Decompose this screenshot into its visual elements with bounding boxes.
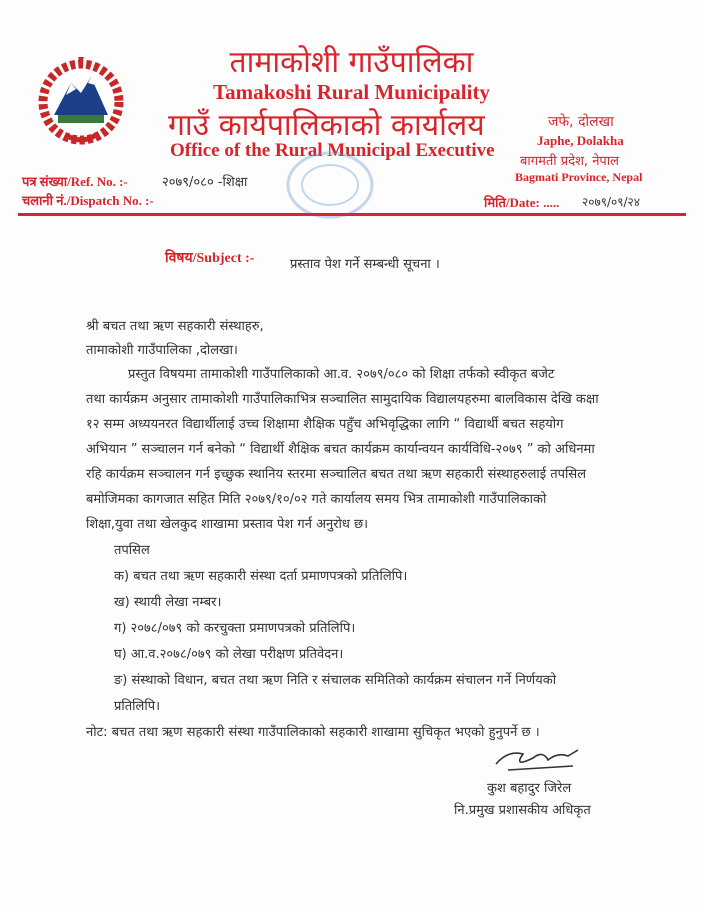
note-text: नोट: बचत तथा ऋण सहकारी संस्था गाउँपालिकाको सहकारी शाखामा सुचिकृत भएको हुनुपर्ने छ । <box>86 725 540 740</box>
municipality-name-np: तामाकोशी गाउँपालिका <box>229 45 474 80</box>
body-line: अभियान ” सञ्चालन गर्न बनेको “ विद्यार्थी शैक्षिक बचत कार्यक्रम कार्यान्वयन कार्यविधि-२०७९ ” को अधिनमा <box>86 442 595 457</box>
list-title: तपसिल <box>114 543 150 558</box>
body-line: बमोजिमका कागजात सहित मिति २०७९/१०/०२ गते कार्यालय समय भित्र तामाकोशी गाउँपालिकाको <box>86 492 547 507</box>
province-np: बागमती प्रदेश, नेपाल <box>520 154 619 169</box>
municipality-name-en: Tamakoshi Rural Municipality <box>213 80 490 104</box>
dispatch-no-label: चलानी नं./Dispatch No. :- <box>22 193 154 208</box>
list-item: क) बचत तथा ऋण सहकारी संस्था दर्ता प्रमाणपत्रको प्रतिलिपि। <box>114 569 408 584</box>
address-en: Japhe, Dolakha <box>537 133 624 148</box>
body-line: रहि कार्यक्रम सञ्चालन गर्न इच्छुक स्थानिय स्तरमा सञ्चालित बचत तथा ऋण सहकारी संस्थाहरुलाई तपसिल <box>86 467 587 482</box>
list-item: ङ) संस्थाको विधान, बचत तथा ऋण निति र संचालक समितिको कार्यक्रम संचालन गर्ने निर्णयको <box>114 673 557 688</box>
body-line: शिक्षा,युवा तथा खेलकुद शाखामा प्रस्ताव पेश गर्न अनुरोध छ। <box>86 517 369 532</box>
ref-no-value: २०७९/०८० -शिक्षा <box>162 175 248 190</box>
addressee-line: श्री बचत तथा ऋण सहकारी संस्थाहरु, <box>86 319 264 334</box>
addressee-line: तामाकोशी गाउँपालिका ,दोलखा। <box>86 343 238 358</box>
subject-label: विषय/Subject :- <box>165 251 255 266</box>
province-en: Bagmati Province, Nepal <box>515 170 643 184</box>
office-name-np: गाउँ कार्यपालिकाको कार्यालय <box>168 108 485 143</box>
body-line: प्रस्तुत विषयमा तामाकोशी गाउँपालिकाको आ.व. २०७९/०८० को शिक्षा तर्फको स्वीकृत बजेट <box>128 367 555 382</box>
body-line: १२ सम्म अध्ययनरत विद्यार्थीलाई उच्च शिक्षामा शैक्षिक पहुँच अभिवृद्धिका लागि “ विद्यार्थी बचत सहयोग <box>86 417 564 432</box>
list-item: ग) २०७८/०७९ को करचुक्ता प्रमाणपत्रको प्रतिलिपि। <box>114 621 356 636</box>
ref-no-label: पत्र संख्या/Ref. No. :- <box>22 174 128 189</box>
date-label: मिति/Date: ..... <box>484 195 560 210</box>
date-value: २०७९/०९/२४ <box>582 195 641 209</box>
header-divider <box>18 213 686 216</box>
list-item: ख) स्थायी लेखा नम्बर। <box>114 595 222 610</box>
list-item: प्रतिलिपि। <box>114 699 161 714</box>
signature-image <box>488 742 588 776</box>
office-stamp <box>285 150 375 220</box>
body-line: तथा कार्यक्रम अनुसार तामाकोशी गाउँपालिकाभित्र सञ्चालित सामुदायिक विद्यालयहरुमा बालविकास देखि कक्षा <box>86 392 599 407</box>
subject-text: प्रस्ताव पेश गर्ने सम्बन्धी सूचना । <box>290 257 440 272</box>
address-np: जफे, दोलखा <box>548 114 614 130</box>
list-item: घ) आ.व.२०७८/०७९ को लेखा परीक्षण प्रतिवेदन। <box>114 647 344 662</box>
signatory-name: कुश बहादुर जिरेल <box>487 781 572 796</box>
office-name-en: Office of the Rural Municipal Executive <box>170 140 495 161</box>
signatory-title: नि.प्रमुख प्रशासकीय अधिकृत <box>454 803 591 818</box>
